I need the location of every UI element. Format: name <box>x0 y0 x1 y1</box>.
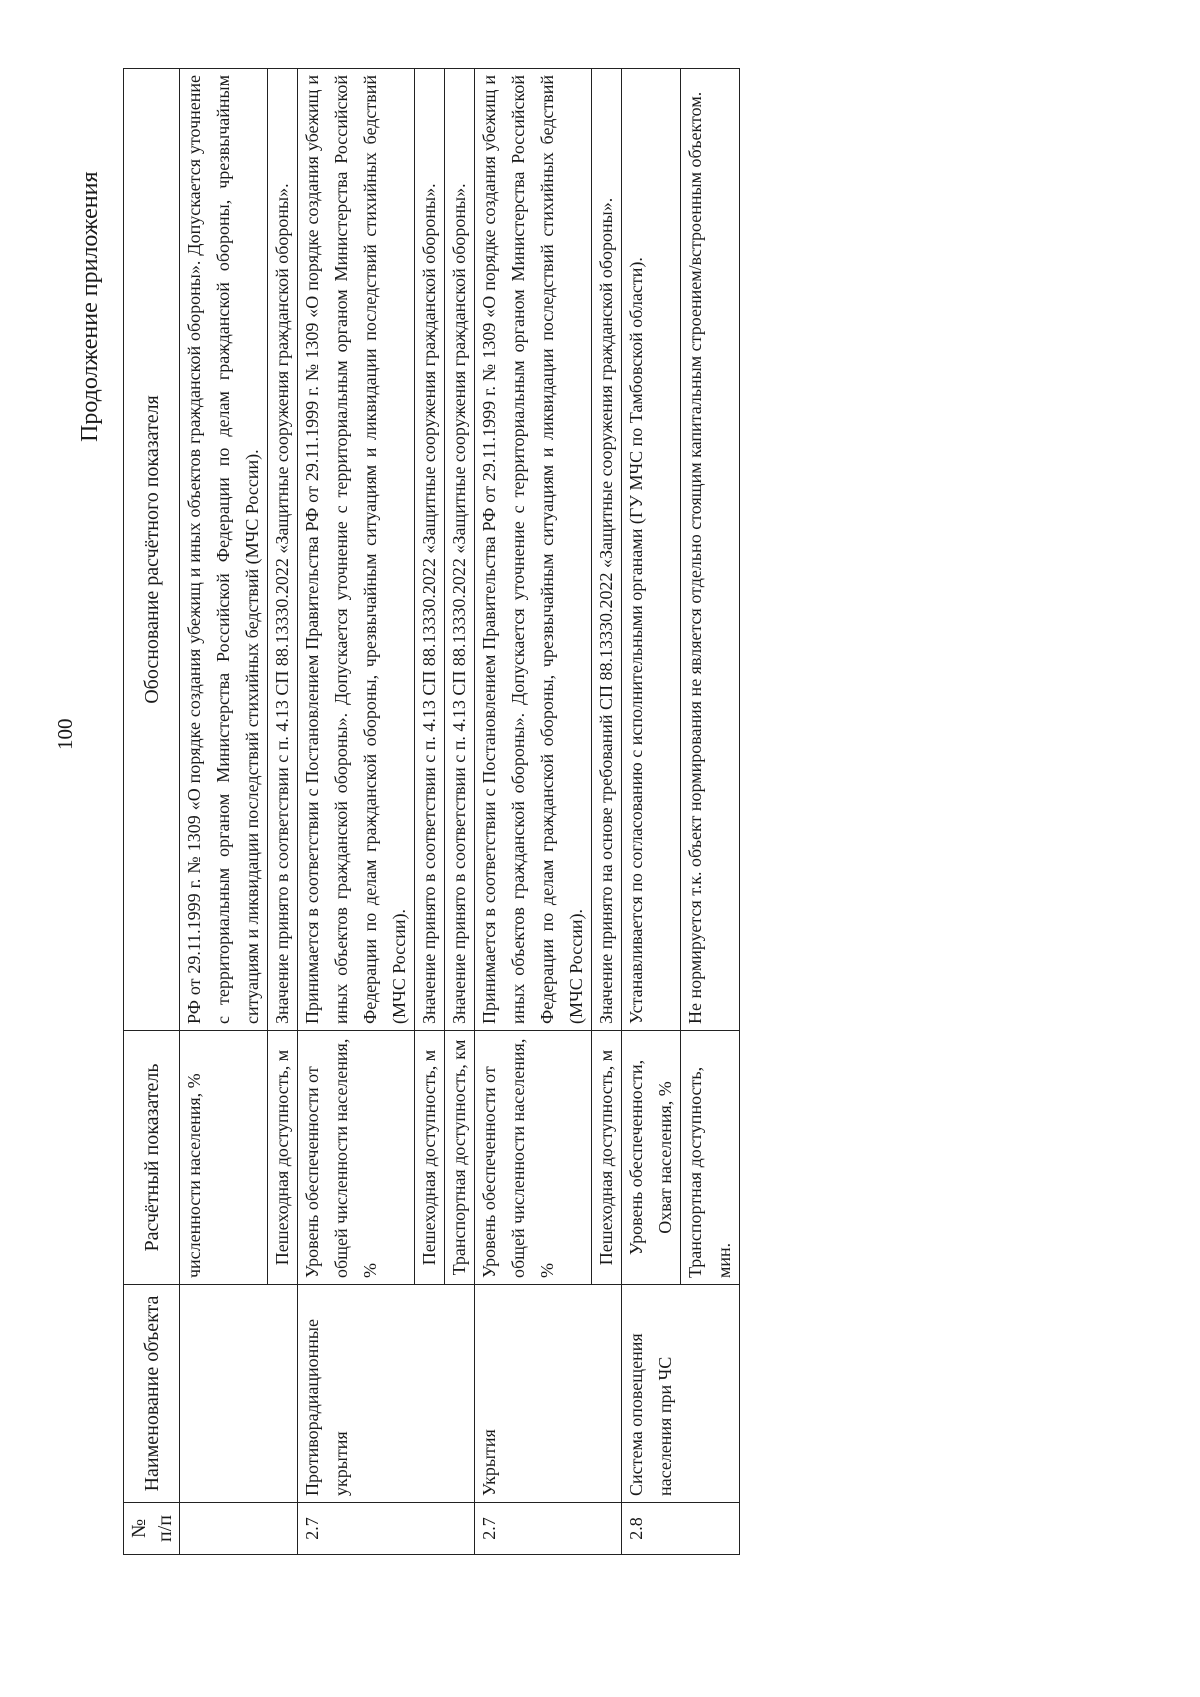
row-indicator: Уровень обеспеченности от общей численности населения, % <box>298 1031 415 1285</box>
table-row <box>180 69 268 1555</box>
row-justification: Не нормируется т.к. объект нормирования не является отдельно стоящим капитальным строением/встроенным объектом. <box>681 69 740 1031</box>
row-justification: Значение принято на основе требований СП 88.13330.2022 «Защитные сооружения гражданской обороны». <box>592 69 622 1031</box>
row-object-name: Противорадиационные укрытия <box>298 1285 475 1503</box>
row-num: 2.7 <box>298 1503 475 1555</box>
header-num: № п/п <box>124 1503 180 1555</box>
row-indicator: Уровень обеспеченности, Охват населения, % <box>622 1031 681 1285</box>
row-justification: Принимается в соответствии с Постановлением Правительства РФ от 29.11.1999 г. № 1309 «О порядке создания убежищ и иных объектов гражданской обороны». Допускается уточнение с территориальным органом Министерства Российской Федерации по делам гражданской обороны, чрезвычайным ситуациям и ликвидации последствий стихийных бедствий (МЧС России). <box>298 69 415 1031</box>
row-object-name: Система оповещения населения при ЧС <box>622 1285 740 1503</box>
row-indicator: Уровень обеспеченности от общей численности населения, % <box>475 1031 592 1285</box>
row-object-name <box>180 1285 298 1503</box>
indicators-table <box>123 68 740 1555</box>
table-header-row <box>124 69 180 1555</box>
row-num <box>180 1503 298 1555</box>
table-row <box>298 69 415 1555</box>
header-indicator: Расчётный показатель <box>124 1031 180 1285</box>
row-indicator: Пешеходная доступность, м <box>268 1031 298 1285</box>
rotated-page <box>0 50 1100 1650</box>
row-num: 2.7 <box>475 1503 622 1555</box>
header-name: Наименование объекта <box>124 1285 180 1503</box>
row-justification: Принимается в соответствии с Постановлением Правительства РФ от 29.11.1999 г. № 1309 «О порядке создания убежищ и иных объектов гражданской обороны». Допускается уточнение с территориальным органом Министерства Российской Федерации по делам гражданской обороны, чрезвычайным ситуациям и ликвидации последствий стихийных бедствий (МЧС России). <box>475 69 592 1031</box>
row-indicator: Пешеходная доступность, м <box>415 1031 445 1285</box>
page-heading: Продолжение приложения <box>77 171 103 442</box>
row-indicator: Транспортная доступность, км <box>445 1031 475 1285</box>
row-justification: Значение принято в соответствии с п. 4.13 СП 88.13330.2022 «Защитные сооружения гражданской обороны». <box>268 69 298 1031</box>
row-indicator: Пешеходная доступность, м <box>592 1031 622 1285</box>
row-indicator: Транспортная доступность, мин. <box>681 1031 740 1285</box>
row-num: 2.8 <box>622 1503 740 1555</box>
row-justification: Значение принято в соответствии с п. 4.13 СП 88.13330.2022 «Защитные сооружения гражданской обороны». <box>415 69 445 1031</box>
row-indicator: численности населения, % <box>180 1031 268 1285</box>
row-justification: РФ от 29.11.1999 г. № 1309 «О порядке создания убежищ и иных объектов гражданской обороны». Допускается уточнение с территориальным органом Министерства Российской Федерации по делам гражданской обороны, чрезвычайным ситуациям и ликвидации последствий стихийных бедствий (МЧС России). <box>180 69 268 1031</box>
table-row <box>622 69 681 1555</box>
table-row <box>475 69 592 1555</box>
row-justification: Устанавливается по согласованию с исполнительными органами (ГУ МЧС по Тамбовской области). <box>622 69 681 1031</box>
page-number: 100 <box>53 718 77 750</box>
row-justification: Значение принято в соответствии с п. 4.13 СП 88.13330.2022 «Защитные сооружения гражданской обороны». <box>445 69 475 1031</box>
header-justification: Обоснование расчётного показателя <box>124 69 180 1031</box>
row-object-name: Укрытия <box>475 1285 622 1503</box>
